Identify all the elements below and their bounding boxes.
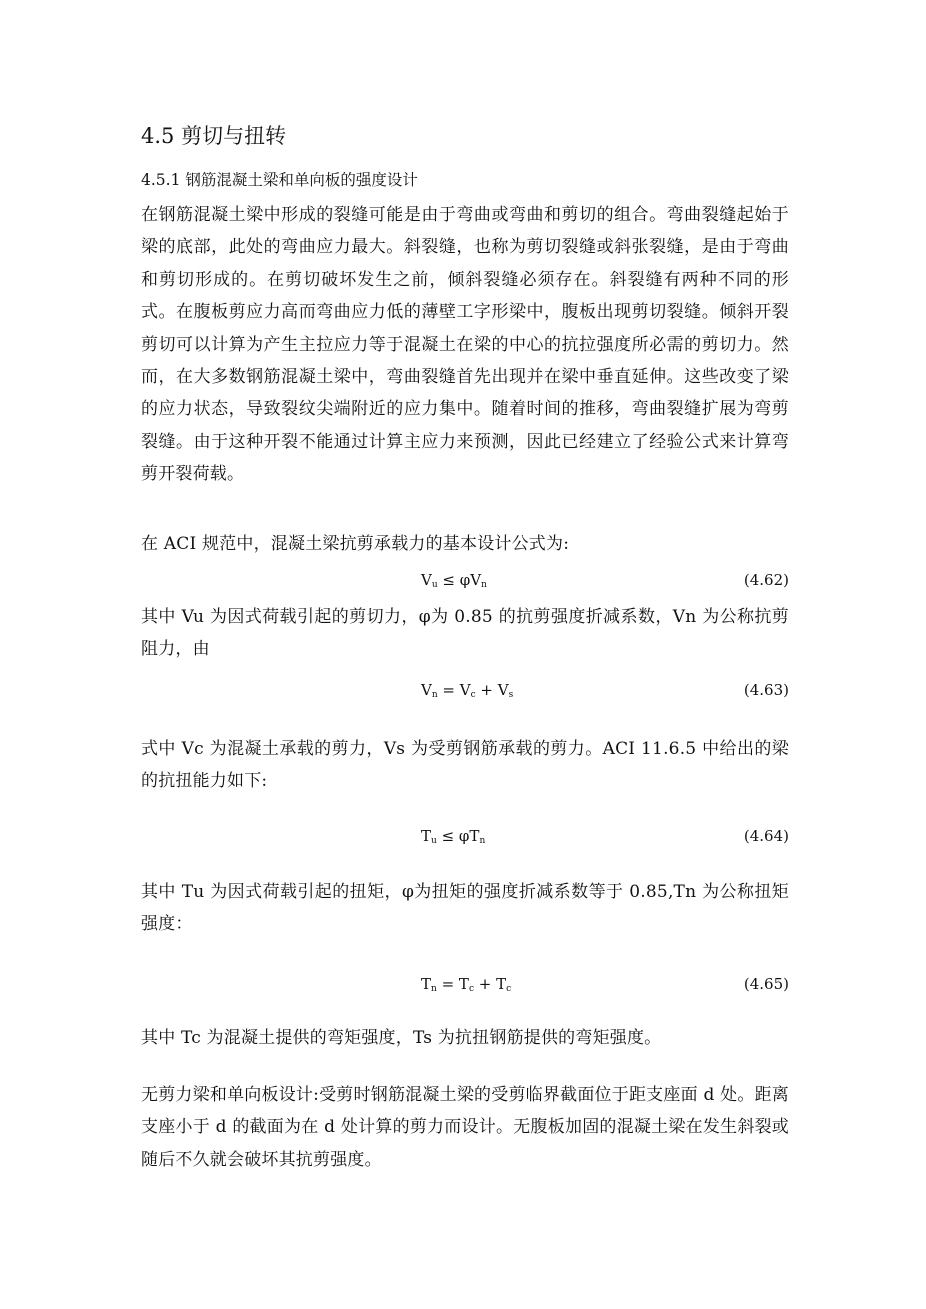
equation-4-65 — [141, 970, 789, 998]
equation-expression: $T_u \le \varphi T_n$ — [421, 827, 486, 846]
paragraph-tu-definition: 其中 Tu 为因式荷载引起的扭矩，φ为扭矩的强度折减系数等于 0.85,Tn 为公称扭矩强度： — [141, 882, 789, 935]
equation-4-64 — [141, 822, 789, 850]
paragraph-aci-shear: 在 ACI 规范中，混凝土梁抗剪承载力的基本设计公式为: — [141, 534, 570, 554]
equation-number: (4.63) — [743, 681, 789, 699]
equation-expression: $V_u \le \varphi V_n$ — [421, 571, 487, 590]
paragraph-vu-definition: 其中 Vu 为因式荷载引起的剪切力，φ为 0.85 的抗剪强度折减系数，Vn 为公称抗剪阻力，由 — [141, 607, 789, 660]
equation-number: (4.62) — [743, 571, 789, 589]
equation-number: (4.64) — [743, 827, 789, 845]
equation-4-63 — [141, 676, 789, 704]
equation-4-62 — [141, 566, 789, 594]
subsection-title: 4.5.1 钢筋混凝土梁和单向板的强度设计 — [141, 171, 418, 189]
paragraph-tc-definition: 其中 Tc 为混凝土提供的弯矩强度，Ts 为抗扭钢筋提供的弯矩强度。 — [141, 1028, 662, 1048]
section-title: 4.5 剪切与扭转 — [141, 124, 287, 148]
equation-number: (4.65) — [743, 975, 789, 993]
paragraph-no-shear-design: 无剪力梁和单向板设计:受剪时钢筋混凝土梁的受剪临界截面位于距支座面 d 处。距离支座小于 d 的截面为在 d 处计算的剪力而设计。无腹板加固的混凝土梁在发生斜裂或随后不久就会破坏其抗剪强度。 — [141, 1085, 789, 1170]
equation-expression: $T_n = T_c + T_c$ — [421, 975, 512, 994]
equation-expression: $V_n = V_c + V_s$ — [421, 681, 514, 700]
paragraph-intro: 在钢筋混凝土梁中形成的裂缝可能是由于弯曲或弯曲和剪切的组合。弯曲裂缝起始于梁的底部，此处的弯曲应力最大。斜裂缝，也称为剪切裂缝或斜张裂缝，是由于弯曲和剪切形成的。在剪切破坏发生之前，倾斜裂缝必须存在。斜裂缝有两种不同的形式。在腹板剪应力高而弯曲应力低的薄壁工字形梁中，腹板出现剪切裂缝。倾斜开裂剪切可以计算为产生主拉应力等于混凝土在梁的中心的抗拉强度所必需的剪切力。然而，在大多数钢筋混凝土梁中，弯曲裂缝首先出现并在梁中垂直延伸。这些改变了梁的应力状态，导致裂纹尖端附近的应力集中。随着时间的推移，弯曲裂缝扩展为弯剪裂缝。由于这种开裂不能通过计算主应力来预测，因此已经建立了经验公式来计算弯剪开裂荷载。 — [141, 205, 789, 485]
paragraph-vc-definition: 式中 Vc 为混凝土承载的剪力，Vs 为受剪钢筋承载的剪力。ACI 11.6.5 中给出的梁的抗扭能力如下: — [141, 739, 789, 792]
